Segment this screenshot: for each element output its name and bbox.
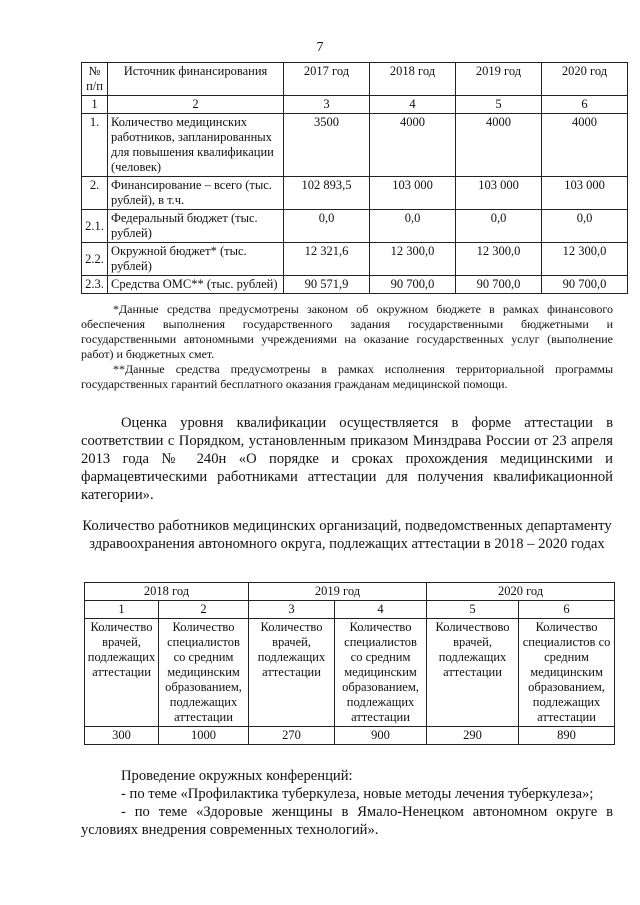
column-number: 3: [249, 601, 335, 619]
cell-2017: 3500: [284, 114, 370, 177]
cell-2017: 12 321,6: [284, 243, 370, 276]
value-cell: 1000: [159, 727, 249, 745]
table-header-row: [82, 63, 628, 96]
column-number: 6: [519, 601, 615, 619]
cell-2018: 0,0: [370, 210, 456, 243]
column-number: 2: [108, 96, 284, 114]
value-cell: 300: [85, 727, 159, 745]
column-number: 1: [82, 96, 108, 114]
table-row: [82, 210, 628, 243]
cell-2017: 102 893,5: [284, 177, 370, 210]
cell-2018: 90 700,0: [370, 276, 456, 294]
cell-2019: 0,0: [456, 210, 542, 243]
footnote-regional-budget: *Данные средства предусмотрены законом об окружном бюджете в рамках финансового обеспечения выполнения государственного задания государственными бюджетными и государственными автономными учреждениями на оказание государственных услуг (выполнение работ) и бюджетных смет.: [81, 302, 613, 361]
year-header: 2020 год: [427, 583, 615, 601]
column-number: 3: [284, 96, 370, 114]
cell-2020: 90 700,0: [542, 276, 628, 294]
financing-table: [81, 62, 628, 294]
header-cell: Источник финансирования: [108, 63, 284, 96]
table-row: [85, 727, 615, 745]
column-number: 2: [159, 601, 249, 619]
table-row: [82, 276, 628, 294]
cell-2018: 4000: [370, 114, 456, 177]
row-number: 2.: [82, 177, 108, 210]
attestation-paragraph: Оценка уровня квалификации осуществляется в форме аттестации в соответствии с Порядком, установленным приказом Минздрава России от 23 апреля 2013 года № 240н «О порядке и сроках прохождения медицинскими и фармацевтическими работниками аттестации для получения квалификационной категории».: [81, 415, 613, 503]
row-source: Финансирование – всего (тыс. рублей), в т.ч.: [108, 177, 284, 210]
cell-2020: 12 300,0: [542, 243, 628, 276]
column-number-row: [85, 601, 615, 619]
cell-2018: 103 000: [370, 177, 456, 210]
attestation-table: [84, 582, 615, 745]
cell-2019: 12 300,0: [456, 243, 542, 276]
header-cell: 2019 год: [456, 63, 542, 96]
column-number: 5: [456, 96, 542, 114]
year-header: 2018 год: [85, 583, 249, 601]
column-header: Количество специалистов со средним медицинским образованием, подлежащих аттестации: [335, 619, 427, 727]
table-row: [82, 177, 628, 210]
cell-2020: 103 000: [542, 177, 628, 210]
row-source: Окружной бюджет* (тыс. рублей): [108, 243, 284, 276]
header-cell: 2018 год: [370, 63, 456, 96]
column-number: 4: [335, 601, 427, 619]
cell-2018: 12 300,0: [370, 243, 456, 276]
conferences-section: [81, 767, 613, 839]
column-number-row: [82, 96, 628, 114]
cell-2019: 103 000: [456, 177, 542, 210]
conference-item: - по теме «Профилактика туберкулеза, новые методы лечения туберкулеза»;: [121, 786, 594, 802]
column-header: Количество врачей, подлежащих аттестации: [85, 619, 159, 727]
conferences-lead: Проведение окружных конференций:: [121, 768, 353, 784]
column-number: 4: [370, 96, 456, 114]
row-number: 2.1.: [82, 210, 108, 243]
column-header-row: [85, 619, 615, 727]
header-cell: № п/п: [82, 63, 108, 96]
row-number: 1.: [82, 114, 108, 177]
page-number: 7: [316, 40, 324, 55]
table-row: [82, 243, 628, 276]
conference-item: - по теме «Здоровые женщины в Ямало-Ненецком автономном округе в условиях внедрения современных технологий».: [81, 804, 613, 838]
row-source: Федеральный бюджет (тыс. рублей): [108, 210, 284, 243]
table-row: [82, 114, 628, 177]
header-cell: 2017 год: [284, 63, 370, 96]
column-number: 1: [85, 601, 159, 619]
cell-2019: 90 700,0: [456, 276, 542, 294]
row-number: 2.3.: [82, 276, 108, 294]
column-header: Количество специалистов со средним медицинским образованием, подлежащих аттестации: [159, 619, 249, 727]
footnote-oms-funds: **Данные средства предусмотрены в рамках исполнения территориальной программы государственных гарантий бесплатного оказания гражданам медицинской помощи.: [81, 362, 613, 391]
column-header: Количество специалистов со средним медицинским образованием, подлежащих аттестации: [519, 619, 615, 727]
row-source: Количество медицинских работников, запланированных для повышения квалификации (человек): [108, 114, 284, 177]
column-number: 5: [427, 601, 519, 619]
value-cell: 900: [335, 727, 427, 745]
row-number: 2.2.: [82, 243, 108, 276]
cell-2017: 90 571,9: [284, 276, 370, 294]
year-header-row: [85, 583, 615, 601]
column-number: 6: [542, 96, 628, 114]
header-cell: 2020 год: [542, 63, 628, 96]
value-cell: 290: [427, 727, 519, 745]
column-header: Количествово врачей, подлежащих аттестации: [427, 619, 519, 727]
row-source: Средства ОМС** (тыс. рублей): [108, 276, 284, 294]
cell-2019: 4000: [456, 114, 542, 177]
value-cell: 890: [519, 727, 615, 745]
year-header: 2019 год: [249, 583, 427, 601]
column-header: Количество врачей, подлежащих аттестации: [249, 619, 335, 727]
cell-2020: 0,0: [542, 210, 628, 243]
value-cell: 270: [249, 727, 335, 745]
cell-2017: 0,0: [284, 210, 370, 243]
table2-title: Количество работников медицинских организаций, подведомственных департаменту здравоохранения автономного округа, подлежащих аттестации в 2018 – 2020 годах: [82, 518, 612, 552]
cell-2020: 4000: [542, 114, 628, 177]
